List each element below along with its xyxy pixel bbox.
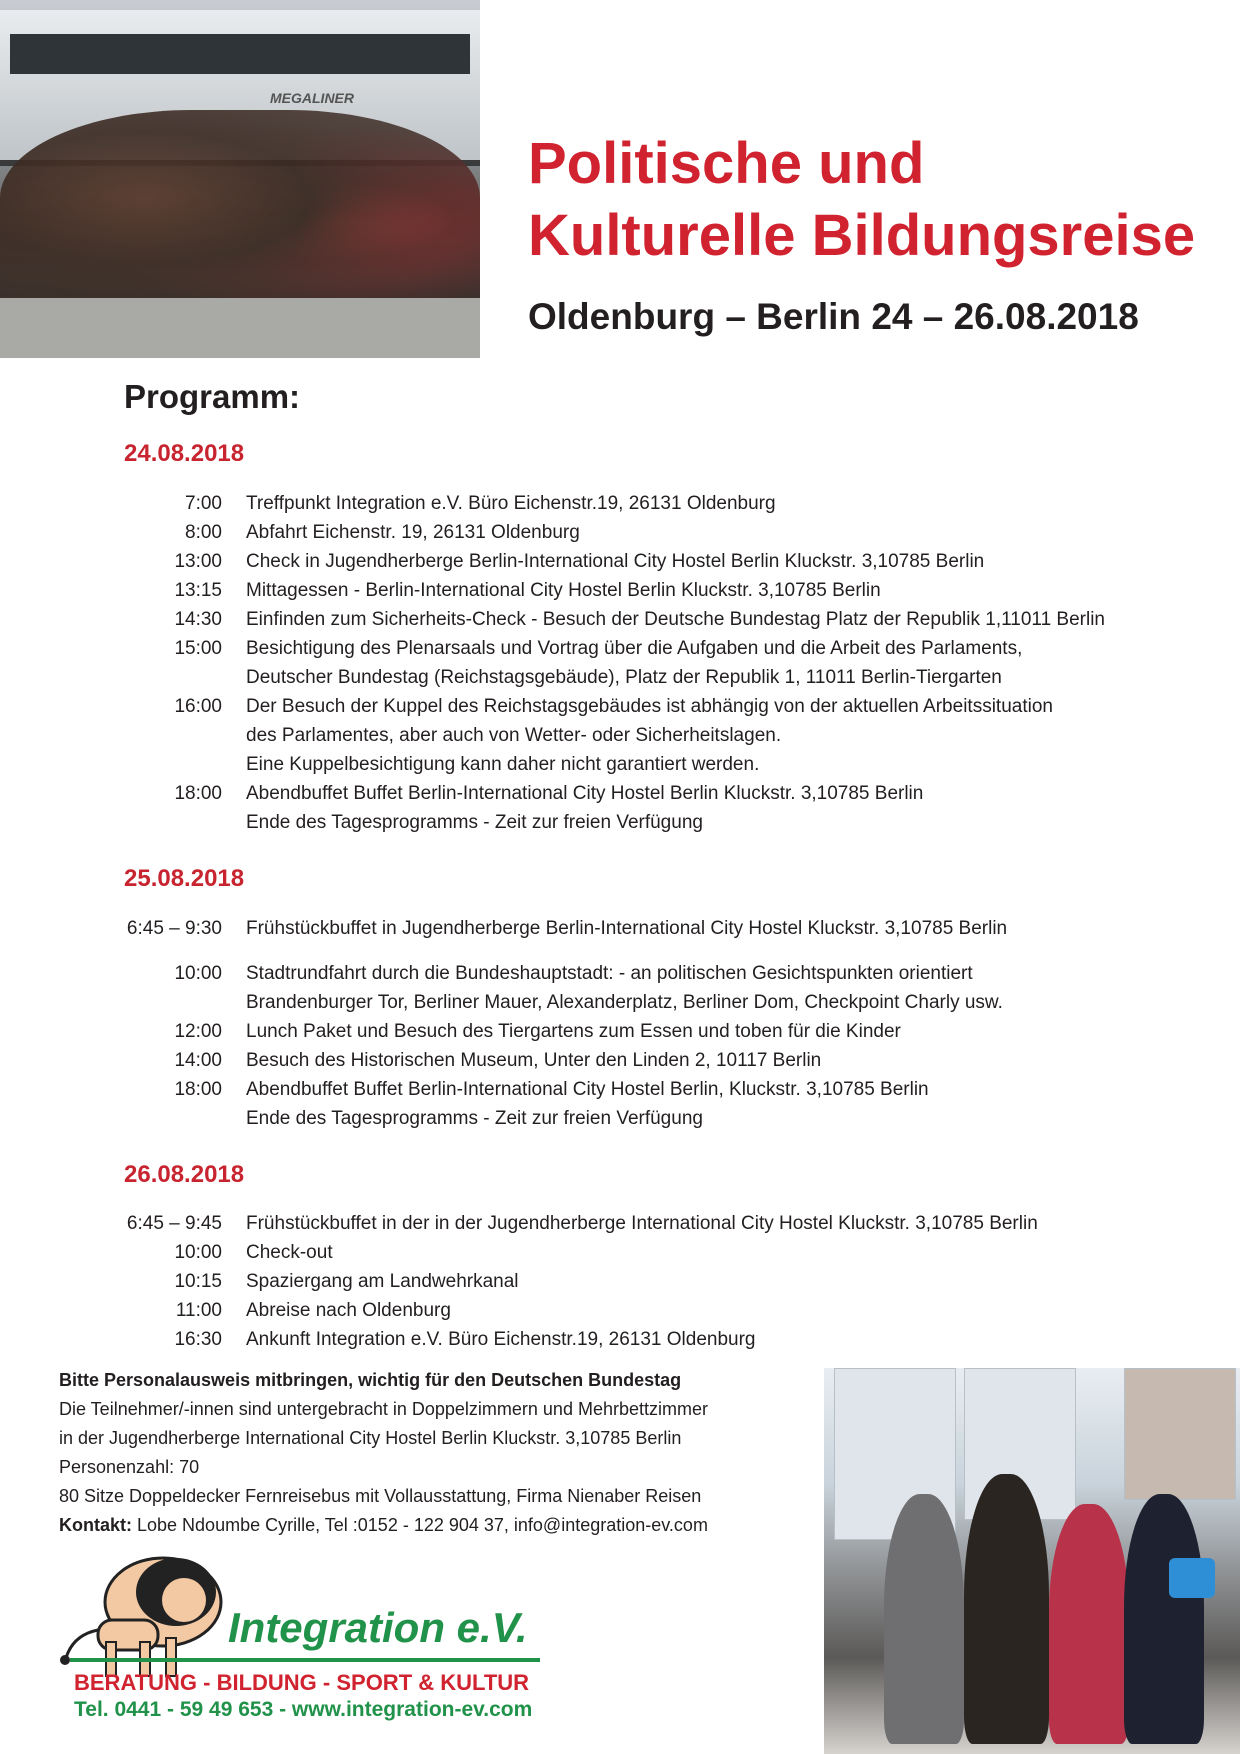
schedule-row: 10:00 Stadtrundfahrt durch die Bundeshauptstadt: - an politischen Gesichtspunkten orientiert	[174, 963, 973, 984]
day-2-schedule	[122, 914, 1222, 1133]
schedule-row: Ende des Tagesprogramms - Zeit zur freien Verfügung	[246, 812, 703, 833]
schedule-row: 18:00 Abendbuffet Buffet Berlin-International City Hostel Berlin, Kluckstr. 3,10785 Berlin	[174, 1079, 929, 1100]
schedule-row: Brandenburger Tor, Berliner Mauer, Alexanderplatz, Berliner Dom, Checkpoint Charly usw.	[246, 992, 1003, 1013]
crowd	[0, 110, 480, 330]
schedule-row: 11:00 Abreise nach Oldenburg	[175, 1300, 451, 1321]
programm-heading: Programm:	[124, 378, 301, 415]
bus-label: MEGALINER	[270, 90, 354, 106]
day-1-date: 24.08.2018	[124, 440, 245, 467]
logo-name: Integration e.V.	[228, 1604, 528, 1651]
schedule-row: 16:00 Der Besuch der Kuppel des Reichstagsgebäudes ist abhängig von der aktuellen Arbeitssituation	[174, 696, 1053, 717]
schedule-row: Ende des Tagesprogramms - Zeit zur freien Verfügung	[246, 1108, 703, 1129]
trip-subtitle: Oldenburg – Berlin 24 – 26.08.2018	[528, 296, 1139, 337]
day-1-schedule	[122, 489, 1222, 837]
schedule-row: 6:45 – 9:45 Frühstückbuffet in der in der Jugendherberge International City Hostel Kluckstr. 3,10785 Berlin	[126, 1213, 1038, 1234]
schedule-row: 8:00 Abfahrt Eichenstr. 19, 26131 Oldenburg	[185, 522, 580, 543]
schedule-row: 14:30 Einfinden zum Sicherheits-Check - Besuch der Deutsche Bundestag Platz der Republik 1,11011 Berlin	[174, 609, 1105, 630]
page-title: Politische und Kulturelle Bildungsreise	[528, 131, 1196, 268]
logo-tagline: BERATUNG - BILDUNG - SPORT & KULTUR	[74, 1670, 530, 1695]
schedule-row: Eine Kuppelbesichtigung kann daher nicht garantiert werden.	[246, 754, 760, 775]
day-3-date: 26.08.2018	[124, 1161, 245, 1188]
contact-line: Kontakt: Lobe Ndoumbe Cyrille, Tel :0152 - 122 904 37, info@integration-ev.com	[59, 1515, 708, 1535]
day-2-date: 25.08.2018	[124, 865, 245, 892]
schedule-row: 18:00 Abendbuffet Buffet Berlin-International City Hostel Berlin Kluckstr. 3,10785 Berlin	[174, 783, 924, 804]
logo-contact: Tel. 0441 - 59 49 653 - www.integration-ev.com	[74, 1698, 533, 1721]
schedule-row: 16:30 Ankunft Integration e.V. Büro Eichenstr.19, 26131 Oldenburg	[174, 1329, 756, 1350]
schedule-row: 13:00 Check in Jugendherberge Berlin-International City Hostel Berlin Kluckstr. 3,10785 Berlin	[174, 551, 985, 572]
group-photo-women	[824, 1368, 1240, 1754]
schedule-row: 10:15 Spaziergang am Landwehrkanal	[174, 1271, 519, 1292]
id-notice: Bitte Personalausweis mitbringen, wichtig für den Deutschen Bundestag	[59, 1370, 682, 1390]
info-block: Bitte Personalausweis mitbringen, wichtig für den Deutschen Bundestag Die Teilnehmer/-innen sind untergebracht in Doppelzimmern und Mehrbettzimmer in der Jugendherberge International City Hostel Berlin Kluckstr. 3,10785 Berlin Personenzahl: 70 80 Sitze Doppeldecker Fernreisebus mit Vollausstattung, Firma Nienaber Reisen Kontakt: Lobe Ndoumbe Cyrille, Tel :0152 - 122 904 37, info@integration-ev.com	[59, 1366, 819, 1540]
schedule-row: des Parlamentes, aber auch von Wetter- oder Sicherheitslagen.	[246, 725, 782, 746]
integration-logo	[58, 1546, 558, 1736]
schedule-row: 13:15 Mittagessen - Berlin-International City Hostel Berlin Kluckstr. 3,10785 Berlin	[174, 580, 881, 601]
schedule-row: Deutscher Bundestag (Reichstagsgebäude), Platz der Republik 1, 11011 Berlin-Tiergarten	[246, 667, 1002, 688]
schedule-row: 15:00 Besichtigung des Plenarsaals und Vortrag über die Aufgaben und die Arbeit des Parlaments,	[174, 638, 1023, 659]
schedule-row: 12:00 Lunch Paket und Besuch des Tiergartens zum Essen und toben für die Kinder	[174, 1021, 901, 1042]
blue-bag	[1169, 1558, 1215, 1598]
schedule-row: 7:00 Treffpunkt Integration e.V. Büro Eichenstr.19, 26131 Oldenburg	[185, 493, 776, 514]
schedule-row: 14:00 Besuch des Historischen Museum, Unter den Linden 2, 10117 Berlin	[174, 1050, 822, 1071]
schedule-row: 6:45 – 9:30 Frühstückbuffet in Jugendherberge Berlin-International City Hostel Kluckstr. 3,10785 Berlin	[126, 918, 1008, 939]
schedule-row: 10:00 Check-out	[174, 1242, 333, 1263]
day-3-schedule	[122, 1209, 1222, 1354]
group-photo-bus	[0, 0, 480, 358]
logo-divider	[70, 1658, 540, 1662]
